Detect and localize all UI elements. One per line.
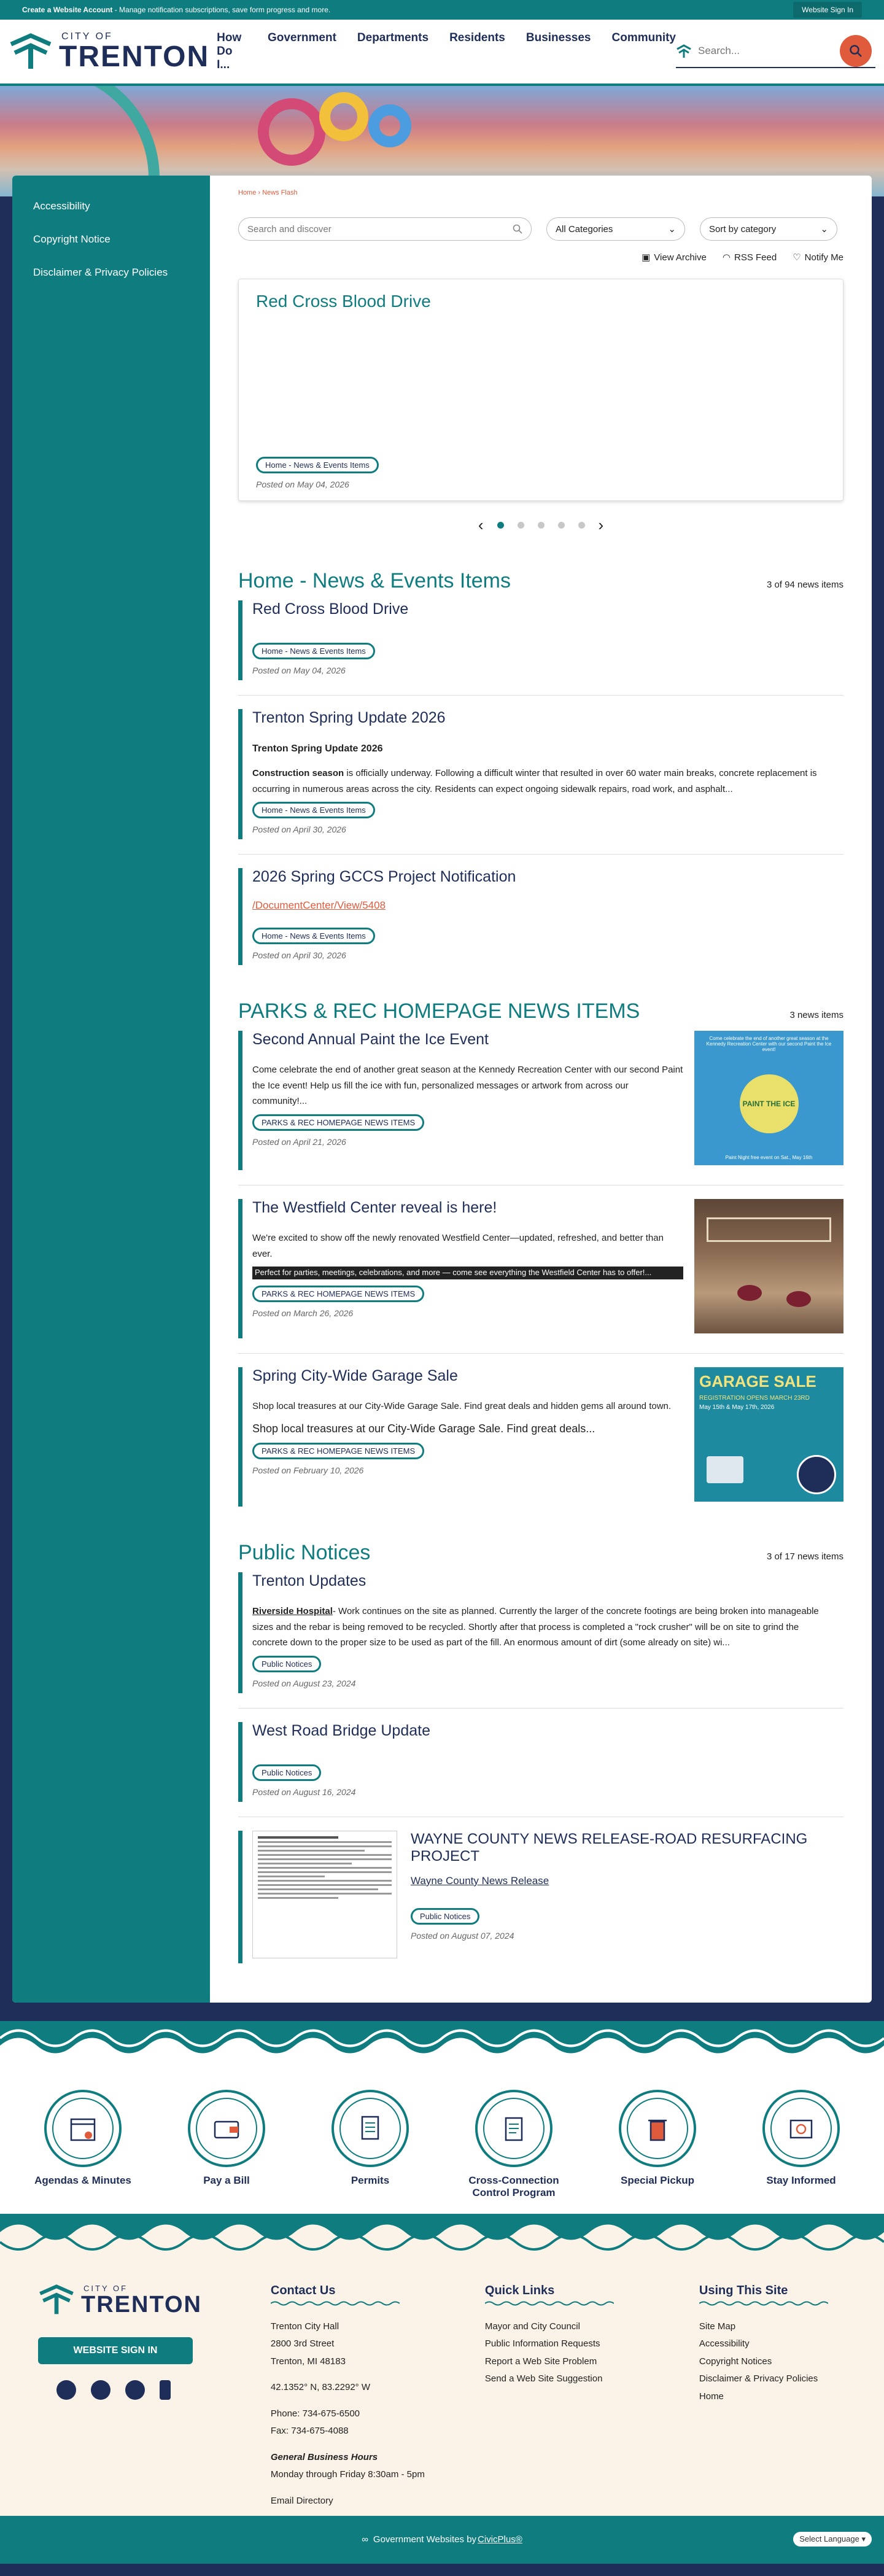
- city-logo-icon: [38, 2284, 75, 2315]
- sidebar-item-copyright[interactable]: Copyright Notice: [33, 233, 110, 245]
- news-item-tag[interactable]: Home - News & Events Items: [252, 643, 375, 659]
- garage-sale-title: GARAGE SALE: [699, 1372, 816, 1391]
- contact-line: [271, 2370, 436, 2379]
- news-item-tag[interactable]: PARKS & REC HOMEPAGE NEWS ITEMS: [252, 1286, 424, 1302]
- news-item-title[interactable]: Spring City-Wide Garage Sale: [252, 1367, 458, 1385]
- language-select-label: Select Language: [799, 2534, 859, 2543]
- news-item-posted: Posted on August 07, 2024: [411, 1930, 514, 1941]
- news-item: [238, 1199, 843, 1338]
- quicklink-stay-informed-label: Stay Informed: [766, 2174, 836, 2186]
- civicplus-link[interactable]: CivicPlus®: [478, 2534, 522, 2545]
- section-count: 3 of 94 news items: [766, 580, 843, 590]
- footer-link-report-problem[interactable]: Report a Web Site Problem: [484, 2356, 597, 2367]
- carousel-dot[interactable]: [518, 522, 524, 529]
- table: [737, 1285, 762, 1301]
- news-item-posted: Posted on August 23, 2024: [252, 1678, 356, 1688]
- view-archive-label: View Archive: [654, 252, 707, 263]
- document-icon: [355, 2113, 386, 2144]
- nav-government[interactable]: Government: [267, 31, 336, 44]
- news-item-summary-bold: Construction season: [252, 768, 344, 779]
- squiggle-divider: [485, 2300, 614, 2306]
- news-item-title[interactable]: Second Annual Paint the Ice Event: [252, 1031, 489, 1049]
- westfield-center-photo[interactable]: [694, 1199, 843, 1333]
- footer-link-accessibility[interactable]: Accessibility: [699, 2338, 750, 2349]
- language-select[interactable]: Select Language ▾: [793, 2532, 872, 2547]
- quicklink-cross-connection-label: Cross-Connection Control Program: [468, 2174, 559, 2198]
- contact-coordinates: 42.1352° N, 83.2292° W: [270, 2382, 370, 2393]
- chevron-down-icon: ⌄: [668, 224, 676, 235]
- news-item-title[interactable]: West Road Bridge Update: [252, 1721, 430, 1739]
- rss-feed-label: RSS Feed: [734, 252, 777, 263]
- news-item: [238, 1367, 843, 1507]
- account-promo[interactable]: [22, 6, 330, 14]
- footer-contact-title: Contact Us: [270, 2283, 336, 2297]
- top-banner: [0, 0, 884, 20]
- logo-city-label: CITY OF: [83, 2283, 128, 2293]
- ceiling-detail: [707, 1217, 831, 1242]
- hero-ring-blue: [368, 104, 411, 147]
- news-item-summary: [252, 1604, 832, 1651]
- news-item-summary-text: - Work continues on the site as planned. Currently the larger of the concrete footings are being broken into manageable sizes and the rebar is being removed to be recycled. Shortly after that process is completed a "rock crusher" will be on site to grind the concrete down to the proper size to be used as part of the fill. An enormous amount of dirt (some already on site) wi...: [252, 1606, 819, 1648]
- news-item-tag[interactable]: Home - News & Events Items: [252, 802, 375, 818]
- content-card: [12, 176, 872, 2003]
- quicklink-permits-label: Permits: [351, 2174, 390, 2186]
- news-item-tag[interactable]: PARKS & REC HOMEPAGE NEWS ITEMS: [252, 1114, 424, 1131]
- business-hours: Monday through Friday 8:30am - 5pm: [270, 2469, 425, 2480]
- document-link[interactable]: /DocumentCenter/View/5408: [252, 899, 386, 912]
- instagram-icon[interactable]: [91, 2380, 110, 2400]
- news-item-subtitle: Trenton Spring Update 2026: [252, 743, 383, 754]
- news-item-posted: Posted on April 30, 2026: [252, 824, 346, 835]
- business-hours-title: General Business Hours: [270, 2451, 378, 2462]
- news-item-posted: Posted on February 10, 2026: [252, 1465, 364, 1476]
- nav-community[interactable]: Community: [611, 31, 676, 44]
- search-logo-icon: [676, 44, 692, 58]
- garage-sale-dates: May 15th & May 17th, 2026: [699, 1404, 775, 1411]
- nav-residents[interactable]: Residents: [449, 31, 505, 44]
- quicklink-agendas-label: Agendas & Minutes: [34, 2174, 131, 2186]
- logo-city-label: CITY OF: [61, 31, 113, 42]
- news-item-posted: Posted on April 30, 2026: [252, 950, 346, 961]
- featured-news-card[interactable]: [238, 279, 843, 501]
- government-websites-text: Government Websites by: [373, 2534, 477, 2545]
- section-header: [238, 1541, 843, 1565]
- news-main: [210, 176, 872, 2003]
- news-item-posted: Posted on April 21, 2026: [252, 1136, 346, 1147]
- city-logo-icon: [9, 33, 53, 70]
- chevron-down-icon: ⌄: [820, 224, 828, 235]
- section-title[interactable]: PARKS & REC HOMEPAGE NEWS ITEMS: [238, 999, 640, 1023]
- carousel-controls: [238, 516, 843, 535]
- logo-city-name: TRENTON: [59, 41, 210, 73]
- bell-icon: ♡: [793, 252, 801, 263]
- wave-decoration: [0, 2214, 884, 2259]
- news-filters: [238, 217, 843, 241]
- news-item: [238, 1572, 843, 1693]
- notify-me-label: Notify Me: [804, 252, 843, 263]
- quick-links-bar: [0, 2066, 884, 2214]
- news-item-tag[interactable]: Public Notices: [252, 1656, 321, 1672]
- site-search-input[interactable]: [698, 45, 834, 57]
- nav-businesses[interactable]: Businesses: [525, 31, 591, 44]
- bottom-bar: [0, 2516, 884, 2564]
- category-select[interactable]: [546, 217, 685, 241]
- chevron-left-icon[interactable]: ‹: [478, 516, 484, 534]
- quicklink-special-pickup-label: Special Pickup: [621, 2174, 694, 2186]
- section-title[interactable]: Public Notices: [238, 1541, 371, 1565]
- sidebar-item-disclaimer[interactable]: Disclaimer & Privacy Policies: [33, 266, 168, 278]
- contact-line: [271, 2397, 436, 2405]
- category-select-value: All Categories: [556, 223, 613, 235]
- news-item: [238, 600, 843, 680]
- quicklink-permits[interactable]: [313, 2090, 427, 2214]
- footer-sign-in-button[interactable]: WEBSITE SIGN IN: [38, 2337, 193, 2364]
- news-item-title[interactable]: WAYNE COUNTY NEWS RELEASE-ROAD RESURFACING PROJECT: [411, 1830, 808, 1864]
- notify-me-link[interactable]: [793, 252, 843, 263]
- website-sign-in-link[interactable]: Website Sign In: [793, 2, 862, 18]
- table: [786, 1291, 811, 1307]
- news-item-title[interactable]: 2026 Spring GCCS Project Notification: [252, 868, 516, 886]
- news-item: [238, 1831, 843, 1963]
- footer-link-site-map[interactable]: Site Map: [699, 2321, 736, 2332]
- wayne-county-release-link[interactable]: Wayne County News Release: [411, 1874, 549, 1887]
- news-item: [238, 868, 843, 965]
- trenton-seal: [797, 1455, 836, 1494]
- quicklink-cross-connection[interactable]: [457, 2090, 571, 2214]
- featured-posted-date: Posted on May 04, 2026: [256, 479, 349, 489]
- wallet-icon: [211, 2113, 242, 2144]
- news-item-title[interactable]: The Westfield Center reveal is here!: [252, 1199, 497, 1217]
- footer-logo[interactable]: [38, 2284, 210, 2316]
- nav-how-do-i[interactable]: How Do I...: [217, 31, 242, 71]
- news-item-posted: Posted on March 26, 2026: [252, 1308, 354, 1318]
- carousel-dot[interactable]: [538, 522, 545, 529]
- rss-icon: ◠: [722, 252, 731, 263]
- carousel-dot[interactable]: [578, 522, 585, 529]
- quicklink-pay-bill[interactable]: [169, 2090, 284, 2214]
- footer-link-copyright[interactable]: Copyright Notices: [699, 2356, 772, 2367]
- news-item-tag[interactable]: Home - News & Events Items: [252, 928, 375, 944]
- featured-title[interactable]: Red Cross Blood Drive: [256, 292, 431, 311]
- news-item-tag[interactable]: Public Notices: [252, 1764, 321, 1781]
- thumbnail-footer-text: Paint Night free event on Sat., May 16th: [725, 1155, 813, 1161]
- news-item: [238, 1722, 843, 1802]
- wave-decoration: [0, 2021, 884, 2066]
- email-directory-link[interactable]: Email Directory: [270, 2495, 333, 2506]
- rss-feed-link[interactable]: [723, 252, 777, 263]
- squiggle-divider: [699, 2300, 828, 2306]
- thumbnail-header-text: Come celebrate the end of another great season at the Kennedy Recreation Center with our second Paint the Ice event!: [706, 1036, 832, 1053]
- news-item-summary: [252, 766, 832, 797]
- news-item-posted: Posted on May 04, 2026: [252, 665, 346, 675]
- trash-can-icon: [642, 2113, 673, 2144]
- site-header: [0, 20, 884, 86]
- section-header: [238, 569, 843, 593]
- contact-fax: Fax: 734-675-4088: [270, 2426, 349, 2437]
- garage-sale-thumbnail[interactable]: [694, 1367, 843, 1502]
- view-archive-link[interactable]: [642, 252, 707, 263]
- news-item-summary: Shop local treasures at our City-Wide Garage Sale. Find great deals and hidden gems all around town.: [252, 1401, 672, 1412]
- footer-link-council[interactable]: Mayor and City Council: [484, 2321, 580, 2332]
- youtube-icon[interactable]: [125, 2380, 145, 2400]
- news-item-summary-repeat: Shop local treasures at our City-Wide Garage Sale. Find great deals...: [252, 1422, 595, 1435]
- contact-line: 2800 3rd Street: [270, 2338, 335, 2349]
- featured-category-tag[interactable]: Home - News & Events Items: [256, 457, 379, 473]
- breadcrumb[interactable]: Home › News Flash: [238, 189, 298, 196]
- news-item: [238, 1031, 843, 1170]
- news-item-summary: Come celebrate the end of another great season at the Kennedy Recreation Center with our second Paint the Ice event! Help us fill the ice with fun, personalized messages or artwork from across our community!...: [252, 1065, 683, 1107]
- contact-line: Trenton City Hall: [270, 2321, 339, 2332]
- hero-ring-yellow: [319, 92, 368, 141]
- news-item-title[interactable]: Trenton Updates: [252, 1572, 366, 1590]
- quicklink-agendas[interactable]: [26, 2090, 140, 2214]
- news-item-summary-bold[interactable]: Riverside Hospital: [252, 1606, 333, 1617]
- footer-link-home[interactable]: Home: [699, 2391, 724, 2402]
- calendar-icon: [68, 2113, 98, 2144]
- wave-divider-footer: [0, 2214, 884, 2259]
- city-logo[interactable]: [9, 31, 209, 72]
- social-links: [56, 2380, 222, 2400]
- footer-link-disclaimer[interactable]: Disclaimer & Privacy Policies: [699, 2373, 818, 2384]
- nav-departments[interactable]: Departments: [357, 31, 429, 44]
- news-search-input[interactable]: [238, 217, 532, 241]
- footer-using-site-title: Using This Site: [699, 2283, 788, 2297]
- news-item: [238, 709, 843, 839]
- logo-city-name: TRENTON: [81, 2291, 202, 2318]
- footer-quick-links-title: Quick Links: [484, 2283, 555, 2297]
- contact-line: Trenton, MI 48183: [270, 2356, 346, 2367]
- email-icon: [786, 2113, 816, 2144]
- news-item-summary: We're excited to show off the newly renovated Westfield Center—updated, refreshed, and better than ever.: [252, 1233, 664, 1259]
- contact-phone[interactable]: Phone: 734-675-6500: [270, 2408, 360, 2419]
- footer-link-suggestion[interactable]: Send a Web Site Suggestion: [484, 2373, 603, 2384]
- section-header: [238, 999, 843, 1023]
- news-item-summary-text: is officially underway. Following a difficult winter that resulted in over 60 water main breaks, concrete replacement is occurring in numerous areas across the city. Residents can expect ongoing sidewalk repairs, road work, and asphalt...: [252, 768, 817, 794]
- civicplus-icon: ∞: [362, 2534, 368, 2545]
- wave-divider: [0, 2021, 884, 2066]
- news-item-tag[interactable]: Public Notices: [411, 1908, 479, 1925]
- news-item-title[interactable]: Trenton Spring Update 2026: [252, 709, 446, 726]
- chevron-right-icon[interactable]: ›: [598, 516, 604, 534]
- squiggle-divider: [271, 2300, 400, 2306]
- search-icon: [513, 224, 522, 234]
- news-item-posted: Posted on August 16, 2024: [252, 1787, 356, 1797]
- site-footer: [0, 2259, 884, 2516]
- paint-the-ice-thumbnail[interactable]: [694, 1031, 843, 1165]
- carousel-dot[interactable]: [497, 522, 504, 529]
- account-promo-text: - Manage notification subscriptions, save form progress and more.: [112, 6, 331, 14]
- quicklink-special-pickup[interactable]: [600, 2090, 715, 2214]
- sidebar-item-accessibility[interactable]: Accessibility: [33, 200, 90, 212]
- sort-select[interactable]: [700, 217, 837, 241]
- clipboard-icon: [498, 2113, 529, 2144]
- section-count: 3 news items: [789, 1010, 843, 1021]
- account-promo-bold[interactable]: Create a Website Account: [22, 6, 113, 14]
- main-nav: [217, 31, 676, 72]
- facebook-icon[interactable]: [56, 2380, 76, 2400]
- archive-icon: ▣: [642, 252, 651, 263]
- news-item-title[interactable]: Red Cross Blood Drive: [252, 600, 409, 618]
- book-illustration: [707, 1456, 743, 1483]
- quicklink-pay-bill-label: Pay a Bill: [203, 2174, 250, 2186]
- section-title[interactable]: Home - News & Events Items: [238, 569, 511, 592]
- sidebar: [12, 176, 210, 2003]
- site-search: [676, 35, 875, 68]
- paint-the-ice-badge: PAINT THE ICE: [740, 1074, 799, 1133]
- footer-link-public-info[interactable]: Public Information Requests: [484, 2338, 600, 2349]
- news-tools: [238, 252, 843, 263]
- section-count: 3 of 17 news items: [766, 1551, 843, 1562]
- hero-ring-pink: [258, 98, 325, 166]
- sort-select-value: Sort by category: [709, 223, 777, 235]
- news-search-placeholder: Search and discover: [247, 223, 332, 235]
- search-icon: [849, 44, 863, 58]
- garage-sale-subtitle: REGISTRATION OPENS MARCH 23RD: [699, 1395, 810, 1402]
- news-item-highlight: Perfect for parties, meetings, celebrations, and more — come see everything the Westfield Center has to offer!...: [252, 1267, 683, 1279]
- mobile-phone-icon[interactable]: [160, 2380, 171, 2400]
- site-search-button[interactable]: [840, 35, 872, 67]
- carousel-dot[interactable]: [558, 522, 565, 529]
- quicklink-stay-informed[interactable]: [744, 2090, 858, 2214]
- press-release-thumbnail[interactable]: [252, 1831, 397, 1958]
- news-item-tag[interactable]: PARKS & REC HOMEPAGE NEWS ITEMS: [252, 1443, 424, 1459]
